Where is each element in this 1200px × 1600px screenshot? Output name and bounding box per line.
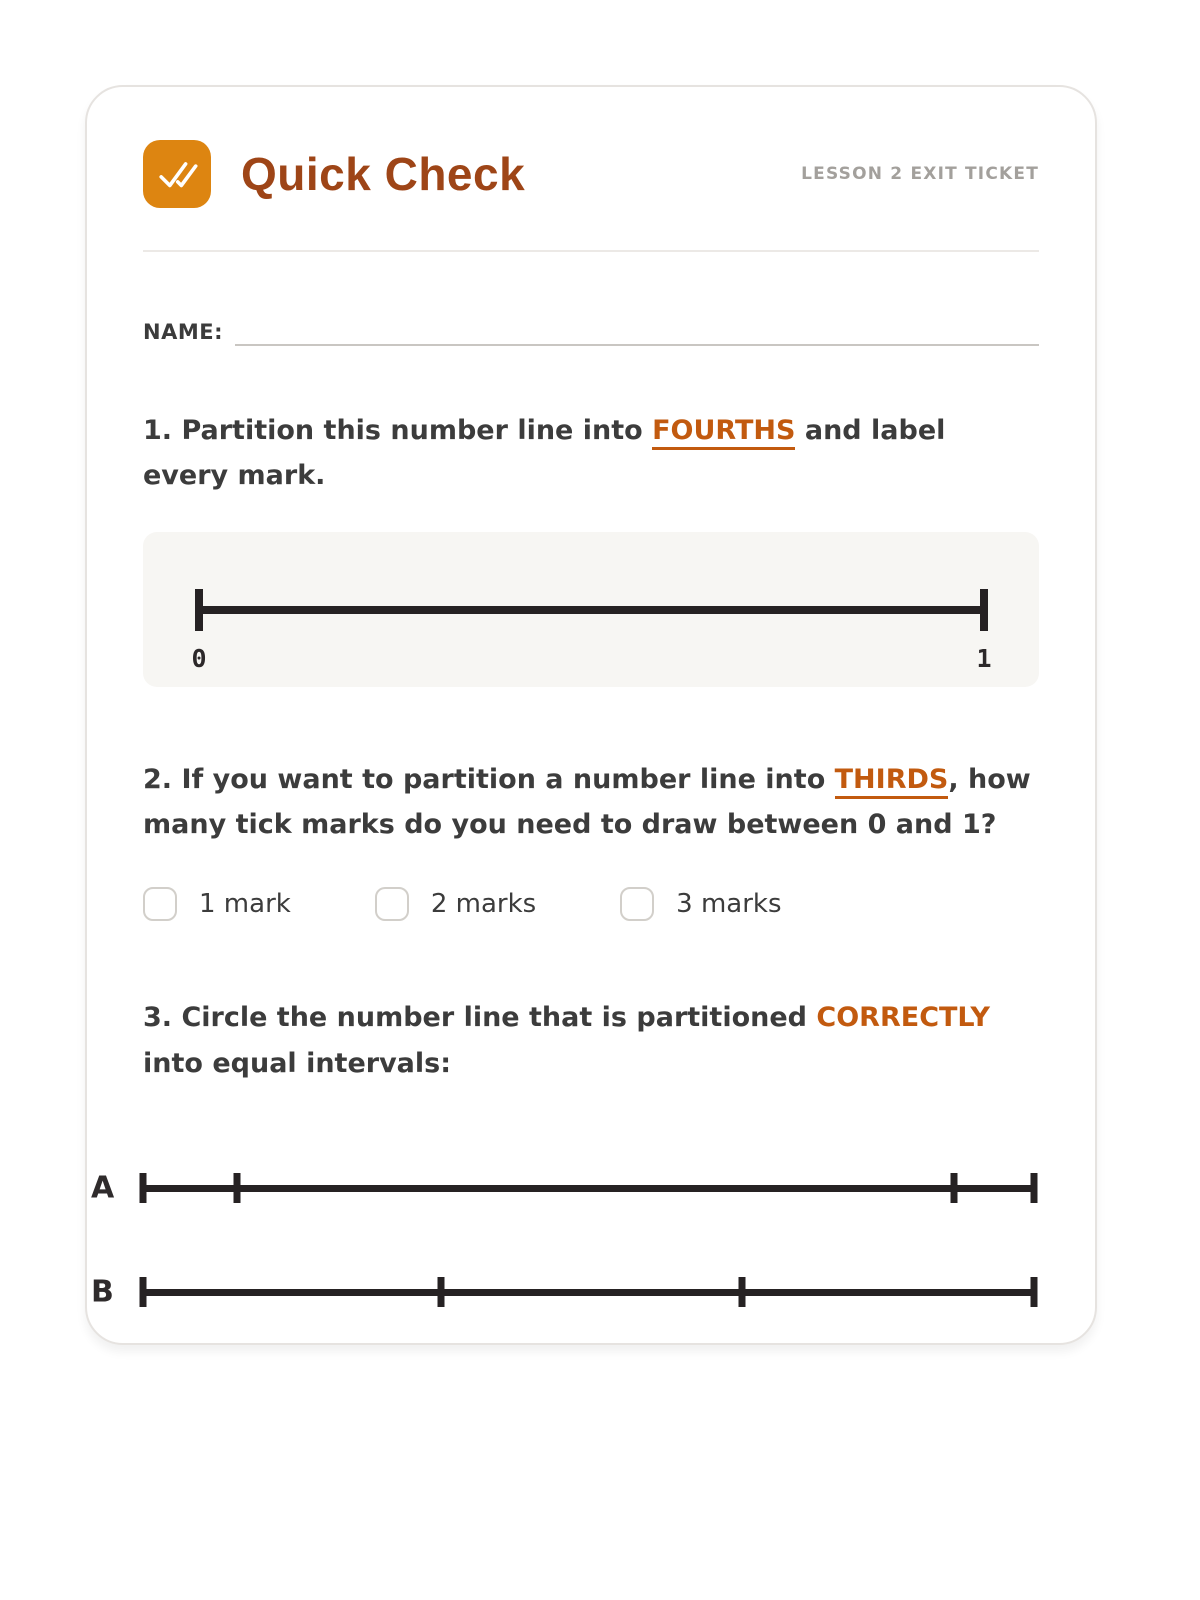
- header-divider: [143, 250, 1039, 252]
- name-input[interactable]: [235, 312, 1039, 346]
- numberline-b-letter: B: [91, 1274, 114, 1310]
- question-1-text: [143, 408, 1039, 499]
- question-1-prefix: 1. Partition this number line into: [143, 415, 653, 446]
- tick-mark: [437, 1277, 444, 1307]
- tick-mark: [980, 589, 988, 631]
- option-1-mark[interactable]: [143, 887, 291, 921]
- question-1-suffix: and label every mark.: [143, 415, 946, 492]
- tick-mark: [140, 1173, 147, 1203]
- question-2-prefix: 2. If you want to partition a number line into: [143, 763, 835, 795]
- q1-numberline-panel[interactable]: [143, 532, 1039, 687]
- q1-numberline: [199, 606, 984, 614]
- tick-mark: [233, 1173, 240, 1203]
- checkbox-3-marks[interactable]: [620, 887, 654, 921]
- tick-mark: [140, 1277, 147, 1307]
- numberline-a-track: [143, 1185, 1034, 1192]
- question-3-prefix: 3. Circle the number line that is partitioned: [143, 1002, 817, 1034]
- tick-mark: [738, 1277, 745, 1307]
- q2-options-row: [143, 887, 1039, 921]
- numberline-choice-b[interactable]: [91, 1274, 1039, 1310]
- question-1-accent-fourths: FOURTHS: [652, 415, 795, 450]
- checkbox-2-marks[interactable]: [375, 887, 409, 921]
- tick-mark: [195, 589, 203, 631]
- double-check-icon: [143, 140, 211, 208]
- option-3-marks-label: 3 marks: [676, 889, 782, 920]
- numberline-b-track: [143, 1289, 1034, 1296]
- question-3-suffix: into equal intervals:: [143, 1047, 452, 1079]
- checkbox-1-mark[interactable]: [143, 887, 177, 921]
- question-2-text: [143, 757, 1039, 848]
- lesson-ticket-badge: LESSON 2 EXIT TICKET: [801, 164, 1039, 184]
- tick-mark: [1031, 1173, 1038, 1203]
- name-label: NAME:: [143, 320, 223, 344]
- numberline-a-letter: A: [91, 1170, 115, 1206]
- option-2-marks-label: 2 marks: [430, 889, 537, 920]
- worksheet-card: [85, 85, 1097, 1345]
- question-2-suffix: , how many tick marks do you need to draw between 0 and 1?: [143, 763, 1031, 841]
- option-3-marks[interactable]: [620, 887, 781, 921]
- option-1-mark-label: 1 mark: [199, 889, 291, 920]
- q1-numberline-label-0: 0: [191, 643, 207, 673]
- tick-mark: [950, 1173, 957, 1203]
- tick-mark: [1031, 1277, 1038, 1307]
- option-2-marks[interactable]: [375, 887, 536, 921]
- question-3-accent-correctly: CORRECTLY: [816, 1002, 990, 1034]
- name-row: [143, 312, 1039, 346]
- question-2-accent-thirds: THIRDS: [835, 764, 949, 799]
- page-title: Quick Check: [241, 148, 526, 200]
- q1-numberline-label-1: 1: [976, 643, 992, 673]
- numberline-choice-a[interactable]: [91, 1170, 1039, 1206]
- header: [143, 140, 1039, 208]
- question-3-text: [143, 995, 1039, 1086]
